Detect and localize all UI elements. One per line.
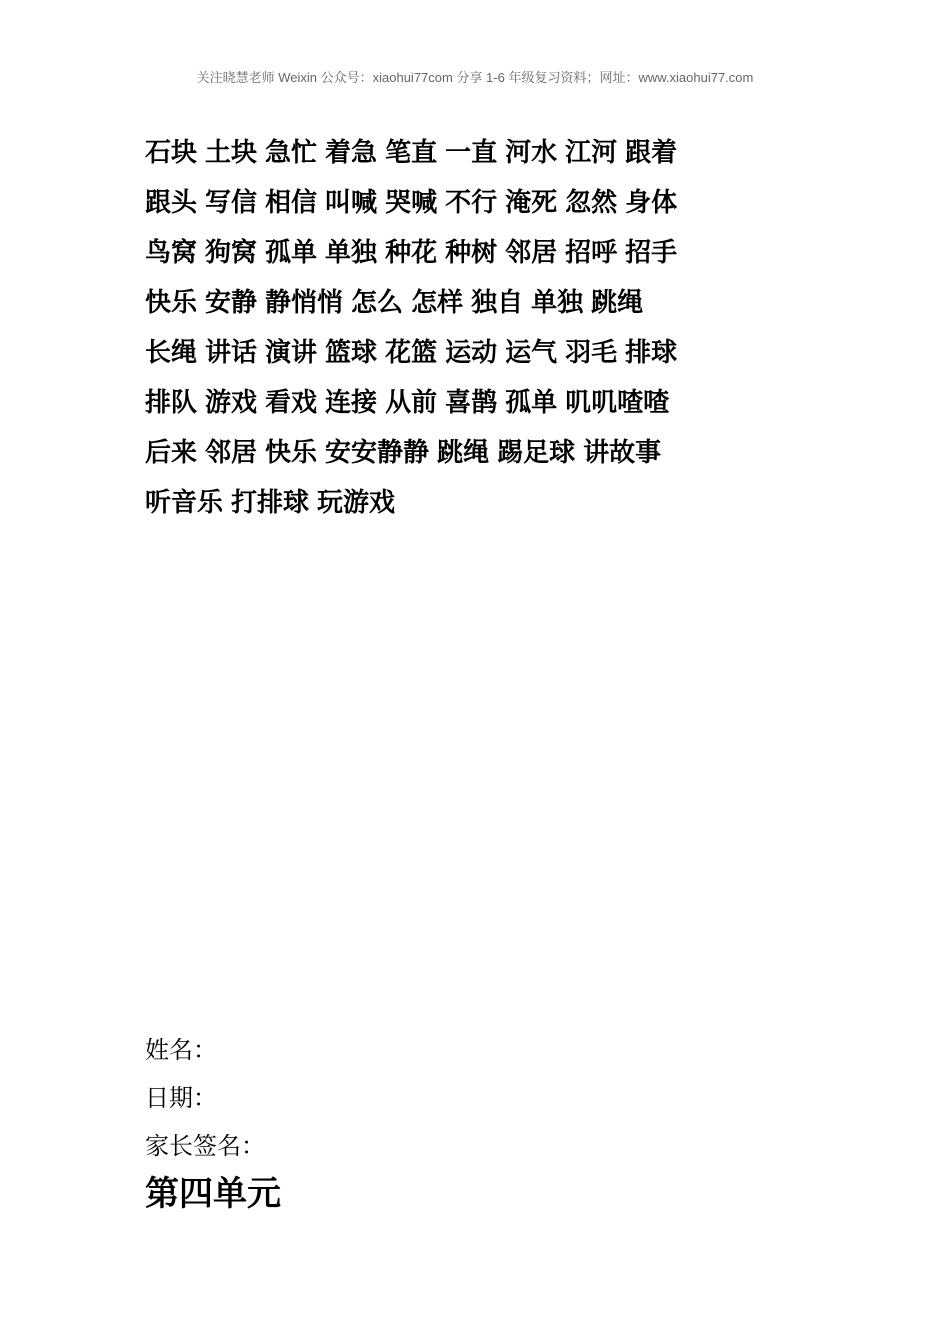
vocab-word: 急忙 (265, 138, 318, 168)
vocab-word: 哭喊 (385, 188, 438, 218)
vocab-word: 着急 (325, 138, 378, 168)
vocab-word: 后来 (145, 438, 198, 468)
vocab-word: 种树 (445, 238, 498, 268)
page-header: 关注晓慧老师 Weixin 公众号：xiaohui77com 分享 1-6 年级复习资料；网址：www.xiaohui77.com (196, 70, 754, 85)
vocab-word: 看戏 (265, 388, 318, 418)
vocab-word: 踢足球 (497, 438, 576, 468)
vocab-line (145, 128, 745, 178)
vocab-line (145, 328, 745, 378)
vocab-line (145, 228, 745, 278)
vocab-word: 邻居 (205, 438, 258, 468)
vocab-word: 跟头 (145, 188, 198, 218)
vocab-word: 相信 (265, 188, 318, 218)
vocab-word: 江河 (565, 138, 618, 168)
vocab-word: 邻居 (505, 238, 558, 268)
vocab-word: 独自 (471, 288, 524, 318)
vocab-word: 淹死 (505, 188, 558, 218)
vocab-word: 篮球 (325, 338, 378, 368)
vocab-word: 鸟窝 (145, 238, 198, 268)
vocab-word: 笔直 (385, 138, 438, 168)
vocab-word: 种花 (385, 238, 438, 268)
vocab-word: 一直 (445, 138, 498, 168)
vocab-line (145, 428, 745, 478)
vocab-word: 忽然 (565, 188, 618, 218)
vocab-word: 石块 (145, 138, 198, 168)
vocab-word: 演讲 (265, 338, 318, 368)
vocab-word: 排球 (625, 338, 678, 368)
name-label: 姓名： (145, 1036, 217, 1064)
vocab-word: 怎么 (351, 288, 404, 318)
vocab-word: 招呼 (565, 238, 618, 268)
unit-title: 第四单元 (145, 1174, 281, 1214)
vocabulary-list (145, 128, 745, 528)
vocab-word: 跳绳 (437, 438, 490, 468)
vocab-word: 不行 (445, 188, 498, 218)
student-info-form (145, 1026, 265, 1170)
vocab-word: 跟着 (625, 138, 678, 168)
vocab-word: 狗窝 (205, 238, 258, 268)
parent-signature-label: 家长签名： (145, 1132, 265, 1160)
vocab-word: 排队 (145, 388, 198, 418)
vocab-word: 单独 (531, 288, 584, 318)
vocab-word: 花篮 (385, 338, 438, 368)
vocab-word: 运气 (505, 338, 558, 368)
vocab-word: 讲话 (205, 338, 258, 368)
vocab-word: 玩游戏 (317, 488, 396, 518)
vocab-word: 听音乐 (145, 488, 224, 518)
vocab-word: 游戏 (205, 388, 258, 418)
vocab-word: 静悄悄 (265, 288, 344, 318)
vocab-word: 孤单 (265, 238, 318, 268)
vocab-word: 讲故事 (583, 438, 662, 468)
date-label: 日期： (145, 1084, 217, 1112)
vocab-word: 河水 (505, 138, 558, 168)
vocab-word: 安安静静 (325, 438, 430, 468)
vocab-line (145, 378, 745, 428)
vocab-word: 怎样 (411, 288, 464, 318)
vocab-word: 长绳 (145, 338, 198, 368)
vocab-word: 叽叽喳喳 (565, 388, 670, 418)
vocab-word: 连接 (325, 388, 378, 418)
vocab-line (145, 178, 745, 228)
vocab-word: 跳绳 (591, 288, 644, 318)
vocab-word: 写信 (205, 188, 258, 218)
vocab-word: 安静 (205, 288, 258, 318)
vocab-word: 打排球 (231, 488, 310, 518)
vocab-word: 土块 (205, 138, 258, 168)
vocab-word: 羽毛 (565, 338, 618, 368)
vocab-word: 从前 (385, 388, 438, 418)
vocab-word: 孤单 (505, 388, 558, 418)
vocab-line (145, 278, 745, 328)
vocab-word: 招手 (625, 238, 678, 268)
vocab-word: 喜鹊 (445, 388, 498, 418)
vocab-word: 身体 (625, 188, 678, 218)
vocab-word: 单独 (325, 238, 378, 268)
vocab-word: 运动 (445, 338, 498, 368)
vocab-word: 快乐 (145, 288, 198, 318)
vocab-word: 叫喊 (325, 188, 378, 218)
vocab-word: 快乐 (265, 438, 318, 468)
vocab-line (145, 478, 745, 528)
